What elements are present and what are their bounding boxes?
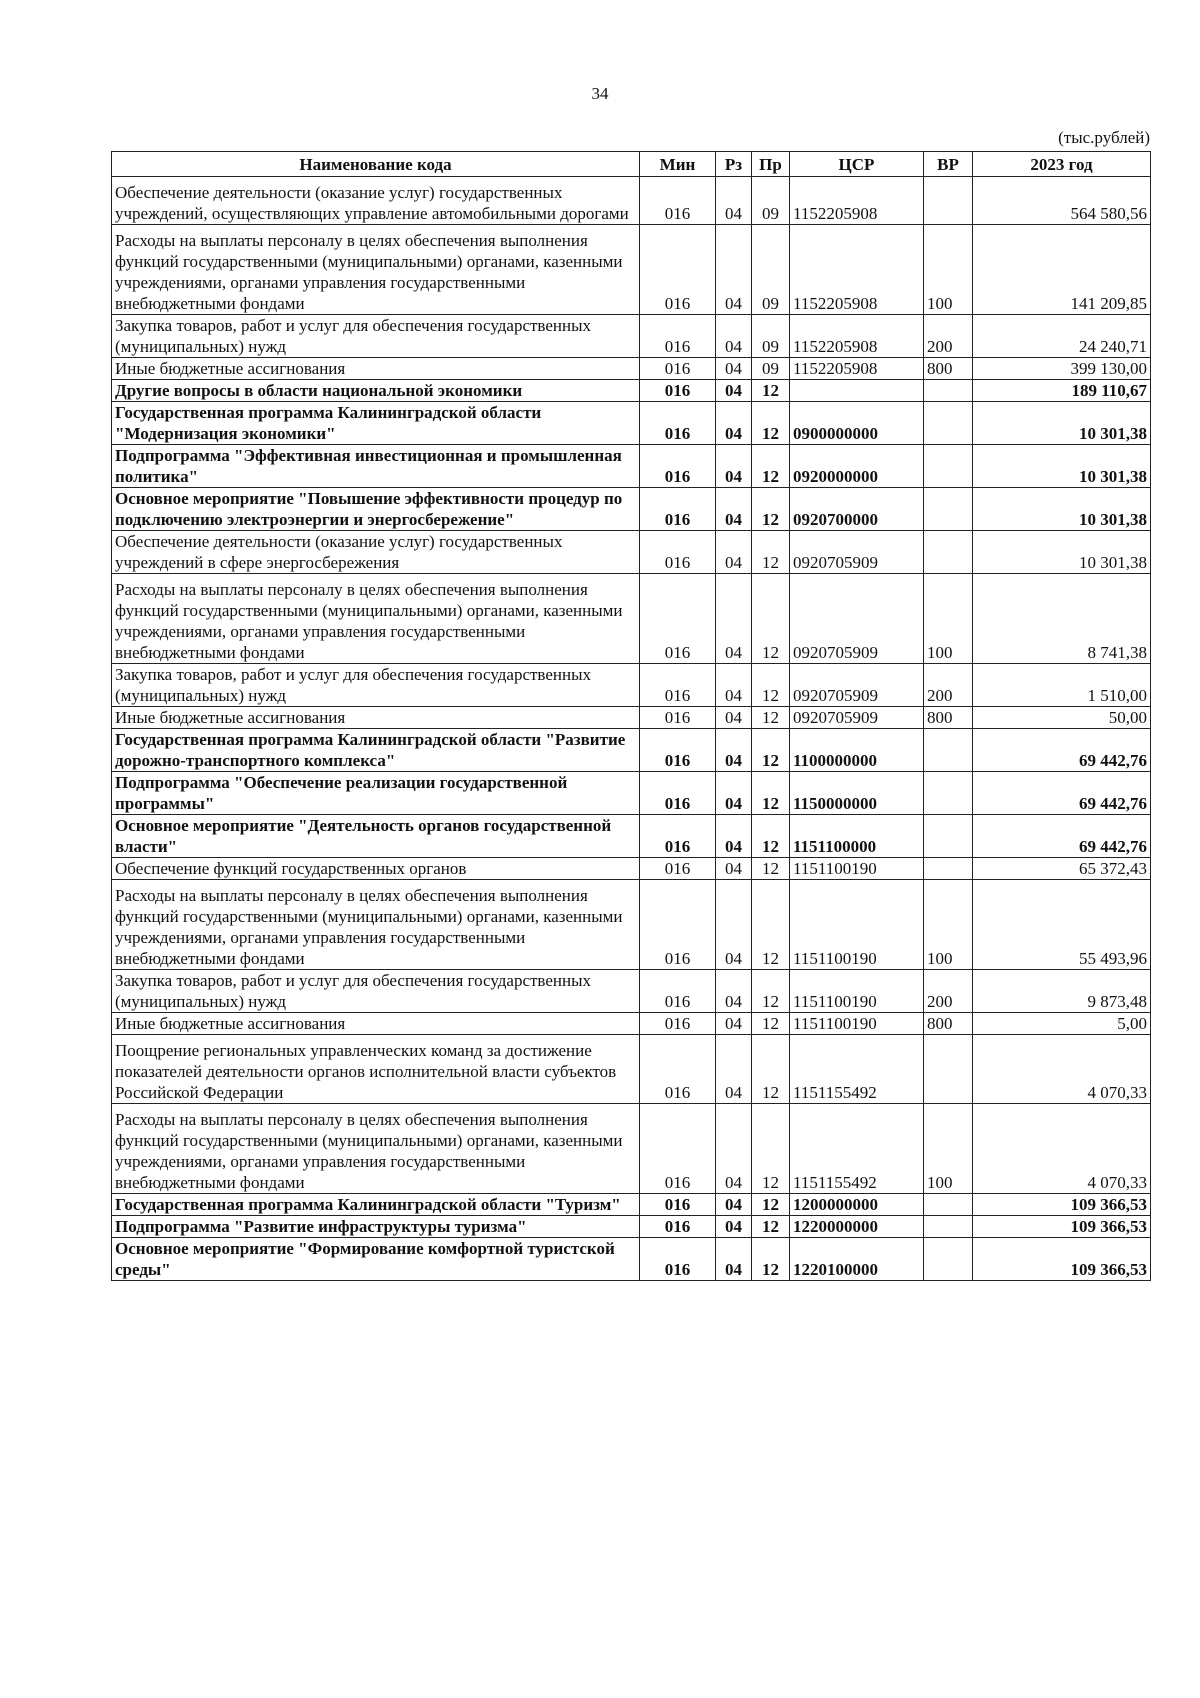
table-row: [112, 772, 1151, 815]
cell-min: 016: [640, 1104, 716, 1194]
cell-rz: 04: [716, 358, 752, 380]
cell-rz: 04: [716, 772, 752, 815]
cell-name: Обеспечение деятельности (оказание услуг) государственных учреждений в сфере энергосбережения: [112, 531, 640, 574]
cell-csr: [790, 380, 924, 402]
cell-csr: 0900000000: [790, 402, 924, 445]
cell-vr: [924, 177, 973, 225]
cell-vr: [924, 858, 973, 880]
cell-pr: 09: [752, 225, 790, 315]
cell-pr: 12: [752, 729, 790, 772]
cell-min: 016: [640, 1013, 716, 1035]
cell-sum: 189 110,67: [973, 380, 1151, 402]
cell-sum: 10 301,38: [973, 402, 1151, 445]
cell-vr: 800: [924, 358, 973, 380]
cell-sum: 109 366,53: [973, 1194, 1151, 1216]
cell-sum: 65 372,43: [973, 858, 1151, 880]
cell-pr: 12: [752, 664, 790, 707]
cell-name: Закупка товаров, работ и услуг для обеспечения государственных (муниципальных) нужд: [112, 970, 640, 1013]
table-row: [112, 225, 1151, 315]
cell-csr: 1151100190: [790, 858, 924, 880]
cell-sum: 10 301,38: [973, 531, 1151, 574]
cell-rz: 04: [716, 531, 752, 574]
cell-name: Закупка товаров, работ и услуг для обеспечения государственных (муниципальных) нужд: [112, 315, 640, 358]
cell-rz: 04: [716, 970, 752, 1013]
cell-csr: 1152205908: [790, 225, 924, 315]
cell-pr: 12: [752, 815, 790, 858]
cell-min: 016: [640, 1194, 716, 1216]
cell-rz: 04: [716, 445, 752, 488]
cell-vr: [924, 729, 973, 772]
cell-pr: 12: [752, 531, 790, 574]
cell-rz: 04: [716, 815, 752, 858]
header-year: 2023 год: [973, 152, 1151, 177]
cell-pr: 12: [752, 488, 790, 531]
cell-rz: 04: [716, 729, 752, 772]
cell-min: 016: [640, 772, 716, 815]
cell-pr: 12: [752, 380, 790, 402]
cell-name: Обеспечение функций государственных органов: [112, 858, 640, 880]
cell-csr: 1100000000: [790, 729, 924, 772]
cell-csr: 0920705909: [790, 707, 924, 729]
cell-name: Поощрение региональных управленческих команд за достижение показателей деятельности органов исполнительной власти субъектов Российской Федерации: [112, 1035, 640, 1104]
cell-csr: 1220100000: [790, 1238, 924, 1281]
cell-min: 016: [640, 488, 716, 531]
table-row: [112, 880, 1151, 970]
cell-min: 016: [640, 970, 716, 1013]
cell-name: Иные бюджетные ассигнования: [112, 1013, 640, 1035]
table-row: [112, 707, 1151, 729]
cell-rz: 04: [716, 488, 752, 531]
cell-name: Основное мероприятие "Повышение эффективности процедур по подключению электроэнергии и энергосбережение": [112, 488, 640, 531]
cell-csr: 1152205908: [790, 177, 924, 225]
cell-sum: 24 240,71: [973, 315, 1151, 358]
cell-name: Расходы на выплаты персоналу в целях обеспечения выполнения функций государственными (муниципальными) органами, казенными учреждениями, органами управления государственными внебюджетными фондами: [112, 225, 640, 315]
cell-name: Подпрограмма "Развитие инфраструктуры туризма": [112, 1216, 640, 1238]
cell-sum: 9 873,48: [973, 970, 1151, 1013]
cell-csr: 0920700000: [790, 488, 924, 531]
cell-min: 016: [640, 177, 716, 225]
table-row: [112, 1013, 1151, 1035]
cell-pr: 12: [752, 880, 790, 970]
cell-name: Государственная программа Калининградской области "Модернизация экономики": [112, 402, 640, 445]
cell-csr: 1151155492: [790, 1035, 924, 1104]
cell-min: 016: [640, 380, 716, 402]
table-row: [112, 1035, 1151, 1104]
table-row: [112, 315, 1151, 358]
cell-rz: 04: [716, 380, 752, 402]
table-row: [112, 1238, 1151, 1281]
cell-vr: 200: [924, 664, 973, 707]
cell-min: 016: [640, 315, 716, 358]
cell-min: 016: [640, 225, 716, 315]
table-row: [112, 970, 1151, 1013]
budget-table: [111, 151, 1151, 1281]
cell-min: 016: [640, 1238, 716, 1281]
cell-vr: 200: [924, 315, 973, 358]
cell-rz: 04: [716, 1013, 752, 1035]
cell-sum: 8 741,38: [973, 574, 1151, 664]
cell-pr: 12: [752, 970, 790, 1013]
cell-min: 016: [640, 815, 716, 858]
cell-min: 016: [640, 445, 716, 488]
table-header-row: [112, 152, 1151, 177]
header-csr: ЦСР: [790, 152, 924, 177]
cell-csr: 0920000000: [790, 445, 924, 488]
table-row: [112, 729, 1151, 772]
cell-pr: 09: [752, 358, 790, 380]
cell-sum: 69 442,76: [973, 772, 1151, 815]
cell-sum: 109 366,53: [973, 1238, 1151, 1281]
cell-name: Закупка товаров, работ и услуг для обеспечения государственных (муниципальных) нужд: [112, 664, 640, 707]
cell-min: 016: [640, 1216, 716, 1238]
cell-min: 016: [640, 664, 716, 707]
cell-name: Расходы на выплаты персоналу в целях обеспечения выполнения функций государственными (муниципальными) органами, казенными учреждениями, органами управления государственными внебюджетными фондами: [112, 1104, 640, 1194]
cell-name: Иные бюджетные ассигнования: [112, 707, 640, 729]
cell-name: Государственная программа Калининградской области "Развитие дорожно-транспортного комплекса": [112, 729, 640, 772]
table-row: [112, 488, 1151, 531]
header-vr: ВР: [924, 152, 973, 177]
cell-csr: 1151100190: [790, 880, 924, 970]
cell-csr: 1152205908: [790, 358, 924, 380]
cell-name: Подпрограмма "Обеспечение реализации государственной программы": [112, 772, 640, 815]
cell-rz: 04: [716, 225, 752, 315]
cell-pr: 12: [752, 445, 790, 488]
cell-vr: [924, 1216, 973, 1238]
cell-min: 016: [640, 707, 716, 729]
cell-rz: 04: [716, 1194, 752, 1216]
cell-pr: 12: [752, 772, 790, 815]
cell-sum: 1 510,00: [973, 664, 1151, 707]
cell-vr: [924, 1194, 973, 1216]
cell-min: 016: [640, 858, 716, 880]
cell-rz: 04: [716, 1216, 752, 1238]
cell-pr: 12: [752, 707, 790, 729]
table-row: [112, 815, 1151, 858]
cell-rz: 04: [716, 707, 752, 729]
cell-vr: [924, 815, 973, 858]
cell-sum: 399 130,00: [973, 358, 1151, 380]
cell-pr: 12: [752, 402, 790, 445]
cell-name: Основное мероприятие "Деятельность органов государственной власти": [112, 815, 640, 858]
header-pr: Пр: [752, 152, 790, 177]
cell-vr: 100: [924, 1104, 973, 1194]
cell-min: 016: [640, 1035, 716, 1104]
cell-pr: 12: [752, 1035, 790, 1104]
cell-sum: 55 493,96: [973, 880, 1151, 970]
cell-vr: [924, 445, 973, 488]
cell-rz: 04: [716, 315, 752, 358]
cell-name: Государственная программа Калининградской области "Туризм": [112, 1194, 640, 1216]
cell-sum: 69 442,76: [973, 815, 1151, 858]
cell-rz: 04: [716, 574, 752, 664]
cell-rz: 04: [716, 1104, 752, 1194]
cell-vr: [924, 380, 973, 402]
table-row: [112, 858, 1151, 880]
cell-sum: 10 301,38: [973, 488, 1151, 531]
cell-pr: 12: [752, 1216, 790, 1238]
table-body: [112, 177, 1151, 1281]
cell-sum: 564 580,56: [973, 177, 1151, 225]
cell-csr: 0920705909: [790, 664, 924, 707]
cell-pr: 12: [752, 858, 790, 880]
cell-vr: [924, 488, 973, 531]
units-label: (тыс.рублей): [1058, 128, 1150, 147]
cell-csr: 1220000000: [790, 1216, 924, 1238]
cell-pr: 12: [752, 574, 790, 664]
cell-name: Другие вопросы в области национальной экономики: [112, 380, 640, 402]
cell-sum: 50,00: [973, 707, 1151, 729]
cell-vr: 100: [924, 225, 973, 315]
cell-vr: 100: [924, 574, 973, 664]
cell-pr: 12: [752, 1194, 790, 1216]
cell-rz: 04: [716, 1035, 752, 1104]
cell-sum: 4 070,33: [973, 1104, 1151, 1194]
cell-min: 016: [640, 880, 716, 970]
cell-vr: [924, 1238, 973, 1281]
table-row: [112, 1216, 1151, 1238]
cell-pr: 09: [752, 177, 790, 225]
cell-csr: 1151100190: [790, 1013, 924, 1035]
cell-min: 016: [640, 402, 716, 445]
cell-rz: 04: [716, 664, 752, 707]
table-row: [112, 1194, 1151, 1216]
cell-sum: 141 209,85: [973, 225, 1151, 315]
cell-min: 016: [640, 574, 716, 664]
page-number: 34: [591, 84, 609, 103]
cell-rz: 04: [716, 1238, 752, 1281]
cell-vr: [924, 772, 973, 815]
cell-rz: 04: [716, 177, 752, 225]
cell-pr: 12: [752, 1013, 790, 1035]
cell-name: Подпрограмма "Эффективная инвестиционная и промышленная политика": [112, 445, 640, 488]
cell-min: 016: [640, 358, 716, 380]
cell-rz: 04: [716, 858, 752, 880]
table-row: [112, 445, 1151, 488]
cell-vr: 100: [924, 880, 973, 970]
cell-min: 016: [640, 729, 716, 772]
cell-min: 016: [640, 531, 716, 574]
cell-pr: 12: [752, 1104, 790, 1194]
cell-name: Обеспечение деятельности (оказание услуг) государственных учреждений, осуществляющих управление автомобильными дорогами: [112, 177, 640, 225]
cell-name: Основное мероприятие "Формирование комфортной туристской среды": [112, 1238, 640, 1281]
cell-csr: 0920705909: [790, 574, 924, 664]
header-rz: Рз: [716, 152, 752, 177]
cell-rz: 04: [716, 402, 752, 445]
table-row: [112, 358, 1151, 380]
cell-sum: 69 442,76: [973, 729, 1151, 772]
cell-sum: 10 301,38: [973, 445, 1151, 488]
cell-csr: 1151155492: [790, 1104, 924, 1194]
cell-sum: 4 070,33: [973, 1035, 1151, 1104]
cell-csr: 0920705909: [790, 531, 924, 574]
table-row: [112, 1104, 1151, 1194]
cell-pr: 09: [752, 315, 790, 358]
cell-csr: 1151100190: [790, 970, 924, 1013]
table-row: [112, 531, 1151, 574]
cell-csr: 1152205908: [790, 315, 924, 358]
cell-vr: 200: [924, 970, 973, 1013]
cell-csr: 1150000000: [790, 772, 924, 815]
table-row: [112, 177, 1151, 225]
header-name: Наименование кода: [112, 152, 640, 177]
cell-csr: 1200000000: [790, 1194, 924, 1216]
cell-vr: [924, 1035, 973, 1104]
cell-name: Иные бюджетные ассигнования: [112, 358, 640, 380]
table-row: [112, 574, 1151, 664]
table-row: [112, 402, 1151, 445]
cell-vr: [924, 531, 973, 574]
header-min: Мин: [640, 152, 716, 177]
cell-name: Расходы на выплаты персоналу в целях обеспечения выполнения функций государственными (муниципальными) органами, казенными учреждениями, органами управления государственными внебюджетными фондами: [112, 880, 640, 970]
cell-name: Расходы на выплаты персоналу в целях обеспечения выполнения функций государственными (муниципальными) органами, казенными учреждениями, органами управления государственными внебюджетными фондами: [112, 574, 640, 664]
table-row: [112, 380, 1151, 402]
cell-rz: 04: [716, 880, 752, 970]
cell-csr: 1151100000: [790, 815, 924, 858]
cell-pr: 12: [752, 1238, 790, 1281]
cell-vr: 800: [924, 707, 973, 729]
cell-vr: 800: [924, 1013, 973, 1035]
cell-sum: 5,00: [973, 1013, 1151, 1035]
table-row: [112, 664, 1151, 707]
cell-vr: [924, 402, 973, 445]
cell-sum: 109 366,53: [973, 1216, 1151, 1238]
